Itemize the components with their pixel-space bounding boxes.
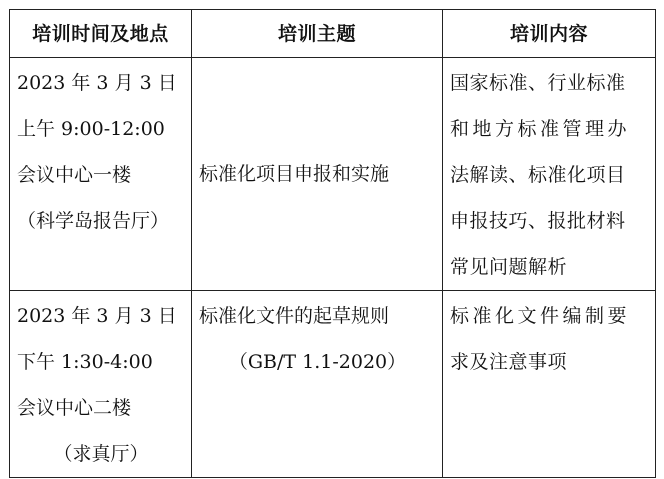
content-cell — [443, 58, 656, 291]
venue-text: 会议中心二楼 — [17, 397, 132, 419]
header-time-place: 培训时间及地点 — [10, 10, 192, 58]
content-line: 常见问题解析 — [450, 256, 568, 278]
header-content: 培训内容 — [443, 10, 656, 58]
table-row — [10, 291, 656, 478]
table-row — [10, 58, 656, 291]
training-schedule-table — [9, 9, 656, 478]
content-line: 求及注意事项 — [450, 351, 568, 373]
content-line: 标准化文件编制要 — [450, 305, 631, 327]
room-text: （科学岛报告厅） — [17, 210, 170, 232]
topic-cell — [192, 58, 443, 291]
content-line: 国家标准、行业标准 — [450, 72, 626, 94]
date-text: 2023 年 3 月 3 日 — [17, 72, 177, 94]
time-place-cell — [10, 58, 192, 291]
topic-cell — [192, 291, 443, 478]
topic-text: 标准化文件的起草规则 — [199, 305, 390, 327]
content-line: 法解读、标准化项目 — [450, 164, 626, 186]
content-cell — [443, 291, 656, 478]
table-header-row — [10, 10, 656, 58]
venue-text: 会议中心一楼 — [17, 164, 132, 186]
content-line: 申报技巧、报批材料 — [450, 210, 626, 232]
time-text: 上午 9:00-12:00 — [17, 118, 165, 140]
content-line: 和地方标准管理办 — [450, 118, 631, 140]
room-text: （求真厅） — [53, 443, 149, 465]
time-place-cell — [10, 291, 192, 478]
topic-text: 标准化项目申报和实施 — [199, 163, 390, 185]
header-topic: 培训主题 — [192, 10, 443, 58]
date-text: 2023 年 3 月 3 日 — [17, 305, 177, 327]
time-text: 下午 1:30-4:00 — [17, 351, 153, 373]
standard-code-text: （GB/T 1.1-2020） — [228, 351, 407, 373]
